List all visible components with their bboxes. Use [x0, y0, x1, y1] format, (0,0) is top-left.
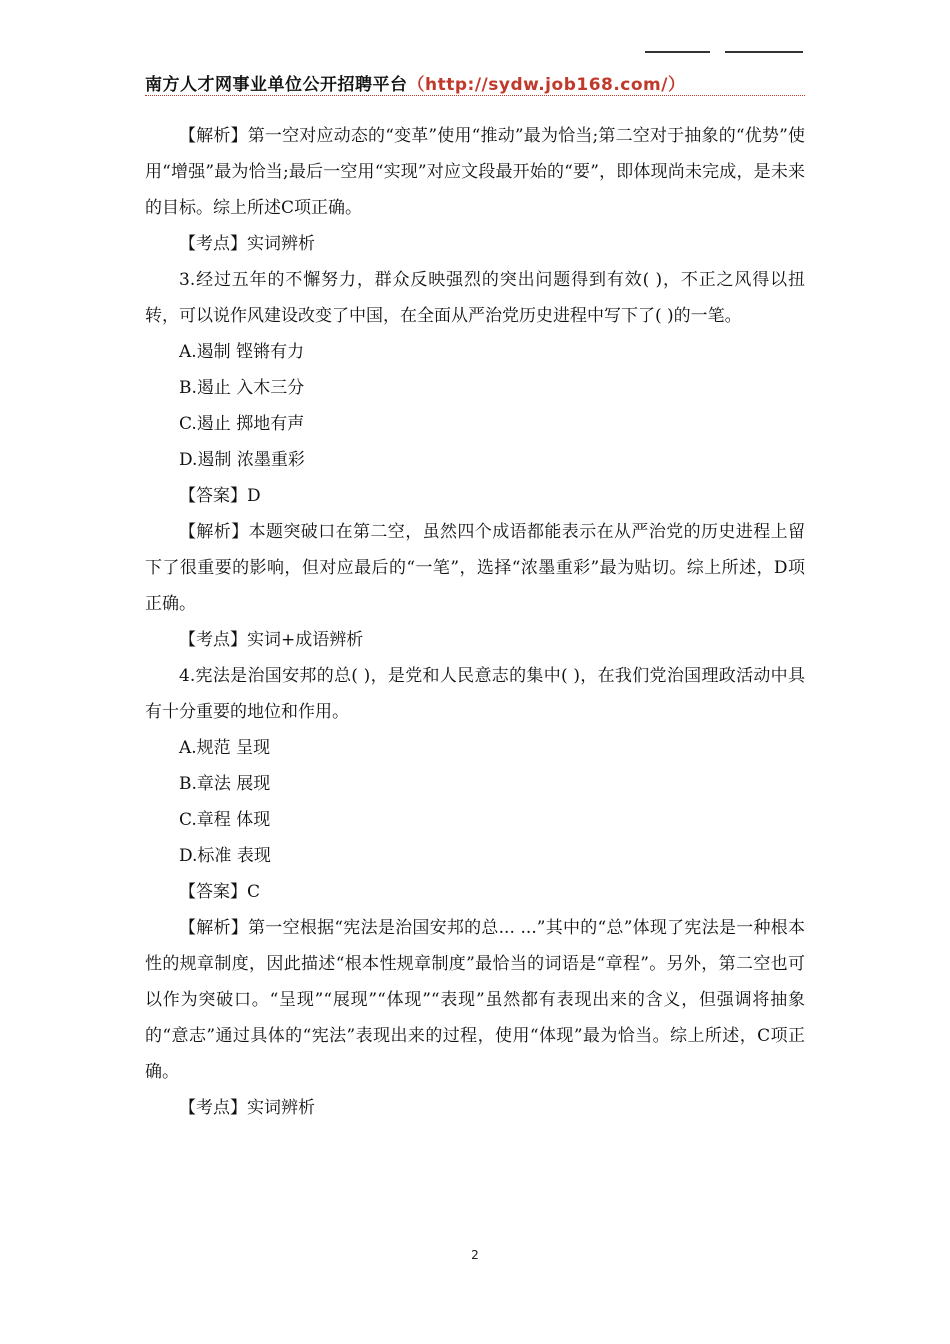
option-a: A.遏制 铿锵有力	[179, 342, 305, 362]
topic: 【考点】实词+成语辨析	[179, 630, 364, 650]
paragraph: 【考点】实词辨析	[179, 234, 315, 254]
option-a: A.规范 呈现	[179, 738, 271, 758]
option-d: D.标准 表现	[179, 846, 271, 866]
header-decoration	[645, 51, 805, 55]
document-body	[145, 118, 805, 1126]
option-b: B.遏止 入木三分	[179, 378, 305, 398]
page-header	[145, 70, 805, 95]
question-3: 3.经过五年的不懈努力，群众反映强烈的突出问题得到有效( )，不正之风得以扭转，可以说作风建设改变了中国，在全面从严治党历史进程中写下了( )的一笔。	[145, 270, 805, 326]
answer: 【答案】C	[179, 882, 261, 902]
option-b: B.章法 展现	[179, 774, 271, 794]
option-c: C.遏止 掷地有声	[179, 414, 305, 434]
question-4: 4.宪法是治国安邦的总( )，是党和人民意志的集中( )，在我们党治国理政活动中具有十分重要的地位和作用。	[145, 666, 805, 722]
topic: 【考点】实词辨析	[179, 1098, 315, 1118]
header-site-name: 南方人才网事业单位公开招聘平台	[145, 75, 408, 95]
header-divider	[145, 95, 805, 96]
option-d: D.遏制 浓墨重彩	[179, 450, 305, 470]
answer: 【答案】D	[179, 486, 261, 506]
paragraph: 【解析】第一空对应动态的“变革”使用“推动”最为恰当;第二空对于抽象的“优势”使用“增强”最为恰当;最后一空用“实现”对应文段最开始的“要”，即体现尚未完成，是未来的目标。综上所述C项正确。	[145, 126, 805, 218]
analysis: 【解析】本题突破口在第二空，虽然四个成语都能表示在从严治党的历史进程上留下了很重要的影响，但对应最后的“一笔”，选择“浓墨重彩”最为贴切。综上所述，D项正确。	[145, 522, 805, 614]
header-url-link[interactable]: （http://sydw.job168.com/）	[407, 75, 686, 95]
analysis: 【解析】第一空根据“宪法是治国安邦的总... ...”其中的“总”体现了宪法是一种根本性的规章制度，因此描述“根本性规章制度”最恰当的词语是“章程”。另外，第二空也可以作为突破口。“呈现”“展现”“体现”“表现”虽然都有表现出来的含义，但强调将抽象的“意志”通过具体的“宪法”表现出来的过程，使用“体现”最为恰当。综上所述，C项正确。	[145, 918, 805, 1082]
option-c: C.章程 体现	[179, 810, 271, 830]
page-number: 2	[471, 1248, 479, 1262]
